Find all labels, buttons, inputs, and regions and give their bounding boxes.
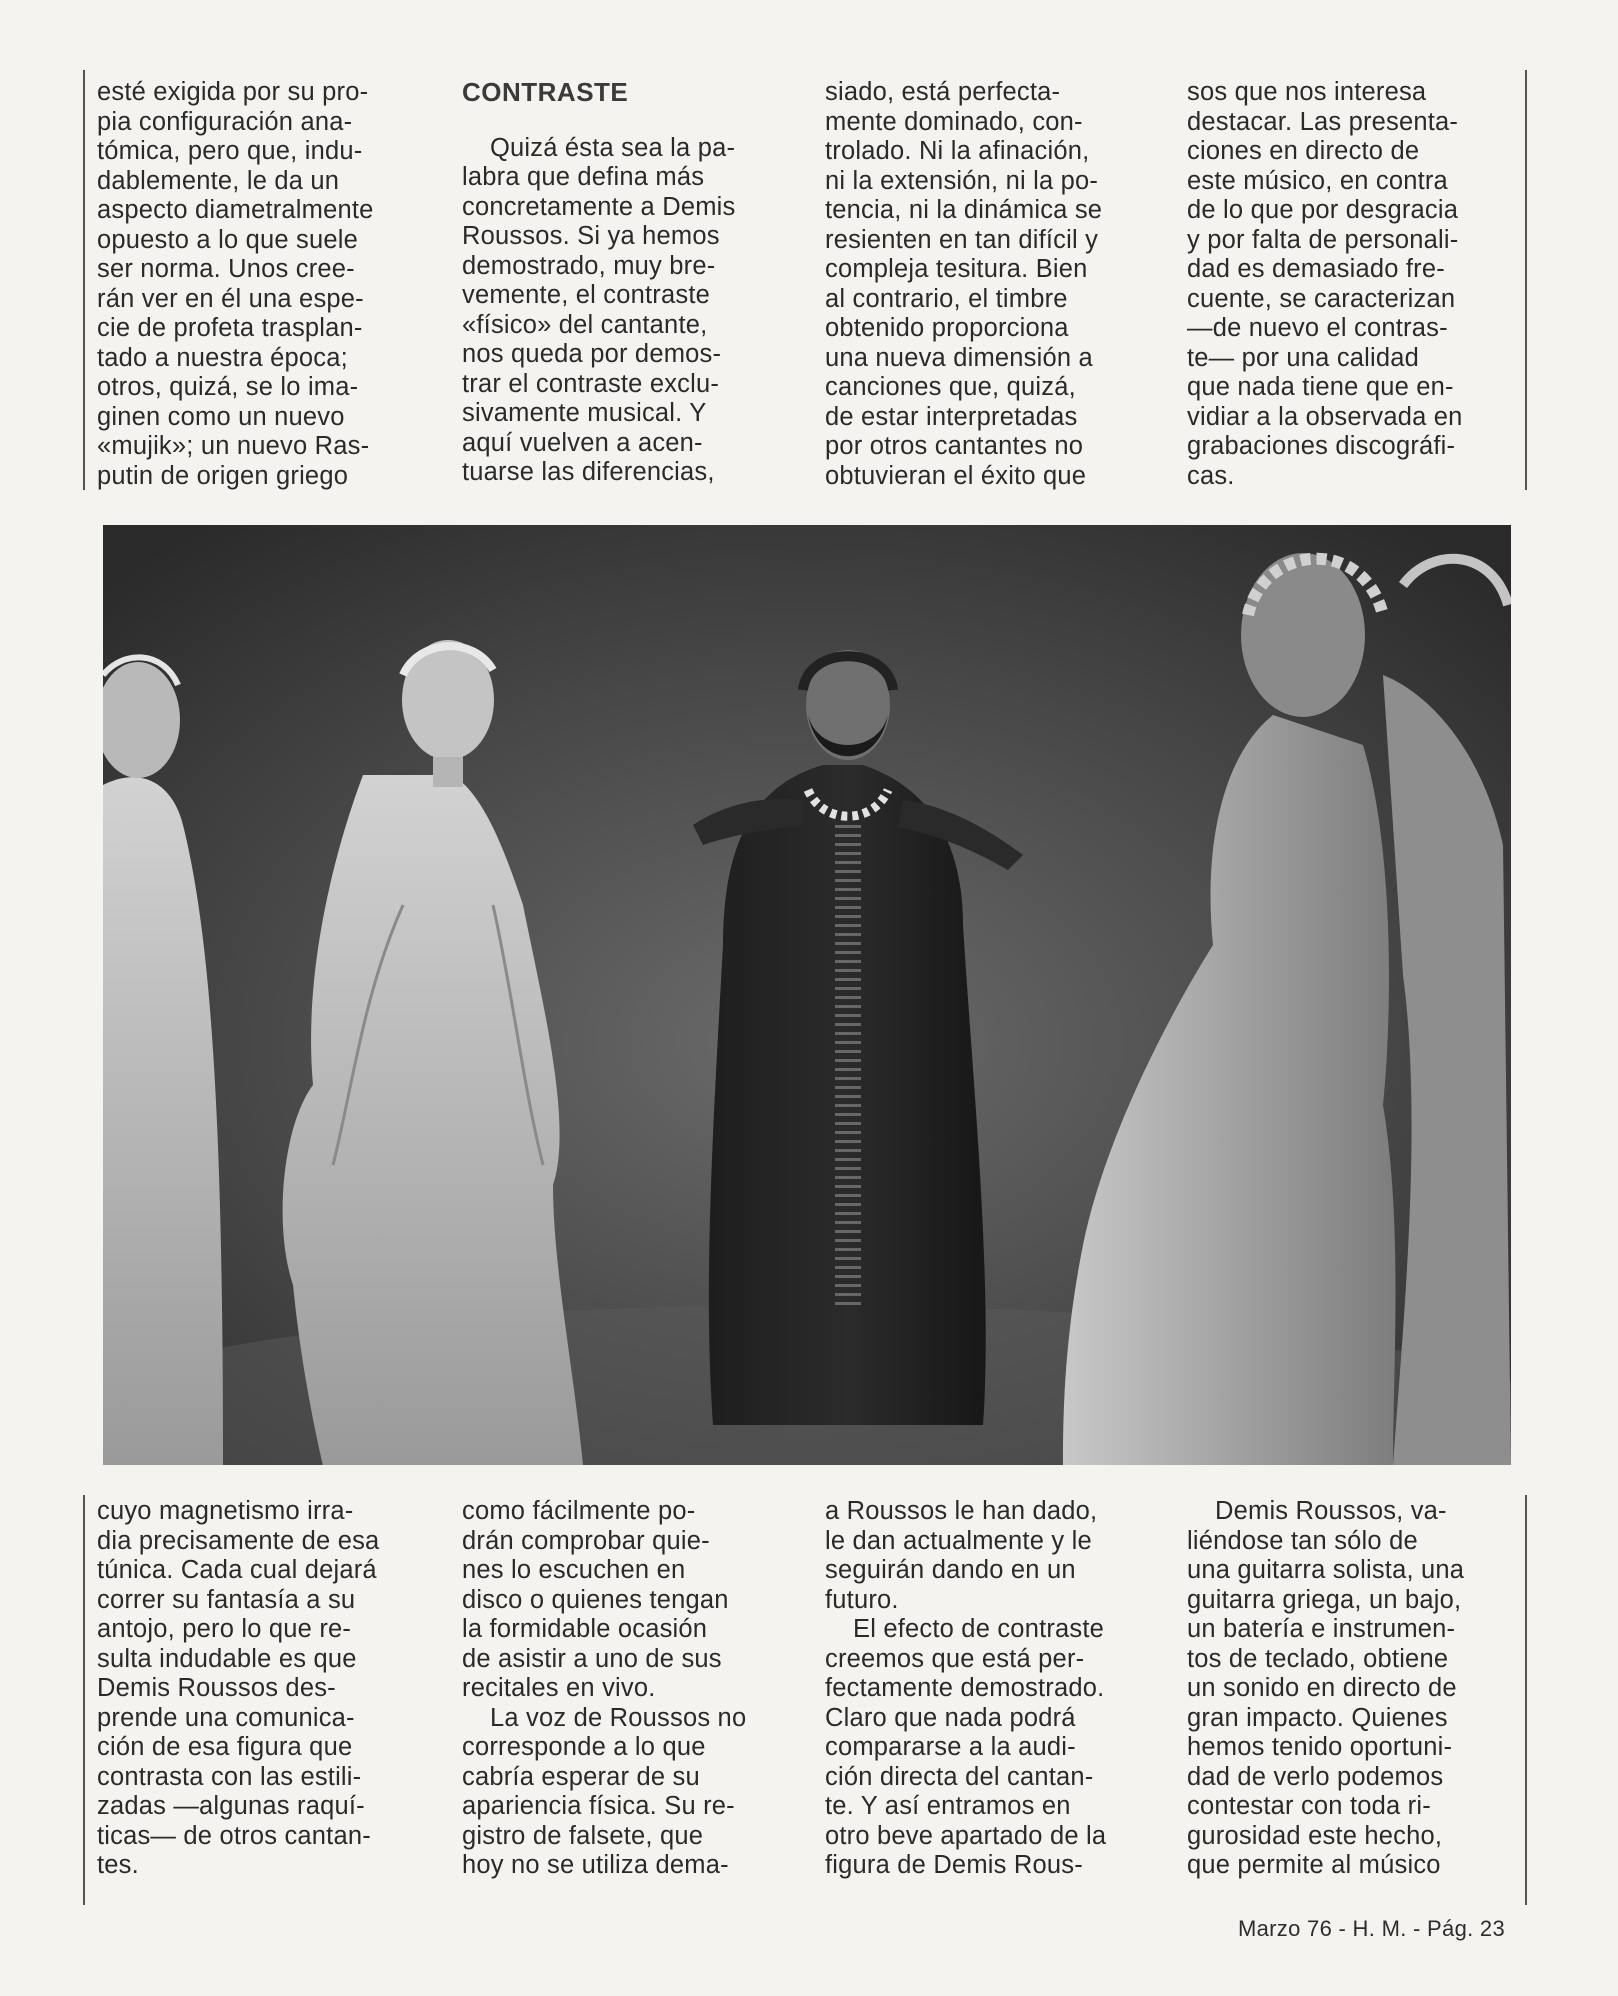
text-line: cas. bbox=[1187, 461, 1235, 490]
text-line: La voz de Roussos no bbox=[490, 1703, 747, 1732]
bottom-column-4 bbox=[1187, 1497, 1509, 1881]
text-line: Quizá ésta sea la pa- bbox=[490, 133, 736, 162]
text-line: ción de esa figura que bbox=[97, 1733, 353, 1761]
text-line: Roussos. Si ya hemos bbox=[462, 222, 720, 250]
top-column-2 bbox=[462, 78, 780, 488]
text-line: ginen como un nuevo bbox=[97, 402, 345, 431]
text-line: tuarse las diferencias, bbox=[462, 458, 715, 486]
text-line: tómica, pero que, indu- bbox=[97, 137, 363, 165]
text-line: opuesto a lo que suele bbox=[97, 225, 359, 254]
text-line: apariencia física. Su re- bbox=[462, 1792, 735, 1820]
text-line: gistro de falsete, que bbox=[462, 1821, 704, 1850]
text-line: cuyo magnetismo irra- bbox=[97, 1497, 354, 1525]
text-line: siado, está perfecta- bbox=[825, 78, 1061, 106]
text-line: le dan actualmente y le bbox=[825, 1526, 1092, 1555]
text-line: gran impacto. Quienes bbox=[1187, 1703, 1448, 1732]
text-line: rán ver en él una espe- bbox=[97, 284, 364, 313]
right-rule-top bbox=[1525, 70, 1527, 490]
text-line: ni la extensión, ni la po- bbox=[825, 166, 1099, 195]
text-line: un batería e instrumen- bbox=[1187, 1615, 1456, 1643]
text-line: Demis Roussos des- bbox=[97, 1674, 336, 1702]
text-line: de estar interpretadas bbox=[825, 402, 1078, 431]
text-line: antojo, pero lo que re- bbox=[97, 1615, 352, 1643]
text-line: labra que defina más bbox=[462, 163, 705, 191]
text-line: cuente, se caracterizan bbox=[1187, 284, 1456, 313]
text-line: ciones en directo de bbox=[1187, 137, 1420, 165]
text-line: zadas —algunas raquí- bbox=[97, 1792, 365, 1820]
text-line: pia configuración ana- bbox=[97, 107, 353, 136]
text-line: «mujik»; un nuevo Ras- bbox=[97, 432, 370, 460]
text-line: sos que nos interesa bbox=[1187, 78, 1427, 106]
text-line: hoy no se utiliza dema- bbox=[462, 1851, 729, 1879]
text-line: —de nuevo el contras- bbox=[1187, 314, 1448, 342]
left-rule-top bbox=[83, 70, 85, 490]
text-line: que permite al músico bbox=[1187, 1851, 1441, 1879]
text-line: hemos tenido oportuni- bbox=[1187, 1733, 1453, 1761]
text-line: nes lo escuchen en bbox=[462, 1556, 686, 1584]
text-line: trar el contraste exclu- bbox=[462, 369, 720, 398]
section-heading-contraste: CONTRASTE bbox=[462, 77, 629, 107]
text-line: drán comprobar quie- bbox=[462, 1526, 710, 1555]
text-line: una nueva dimensión a bbox=[825, 343, 1093, 372]
text-line: sivamente musical. Y bbox=[462, 399, 707, 427]
text-line: de asistir a uno de sus bbox=[462, 1644, 722, 1673]
text-line: «físico» del cantante, bbox=[462, 310, 708, 339]
text-line: compleja tesitura. Bien bbox=[825, 255, 1088, 283]
left-rule-bottom bbox=[83, 1495, 85, 1905]
text-line: contestar con toda ri- bbox=[1187, 1792, 1431, 1820]
text-line: obtenido proporciona bbox=[825, 314, 1069, 342]
text-line: putin de origen griego bbox=[97, 461, 349, 490]
text-line: un sonido en directo de bbox=[1187, 1674, 1457, 1702]
text-line: Claro que nada podrá bbox=[825, 1703, 1076, 1732]
text-line: recitales en vivo. bbox=[462, 1674, 656, 1702]
page-footer: Marzo 76 - H. M. - Pág. 23 bbox=[1238, 1916, 1505, 1941]
text-line: guitarra griega, un bajo, bbox=[1187, 1585, 1462, 1614]
bottom-column-2 bbox=[462, 1497, 782, 1881]
text-line: cie de profeta trasplan- bbox=[97, 314, 363, 342]
top-column-4 bbox=[1187, 78, 1509, 491]
text-line: futuro. bbox=[825, 1585, 899, 1614]
text-line: nos queda por demos- bbox=[462, 340, 722, 368]
text-line: te. Y así entramos en bbox=[825, 1792, 1071, 1820]
text-line: compararse a la audi- bbox=[825, 1733, 1076, 1761]
text-line: tos de teclado, obtiene bbox=[1187, 1644, 1449, 1673]
text-line: una guitarra solista, una bbox=[1187, 1556, 1465, 1584]
text-line: tes. bbox=[97, 1851, 139, 1879]
text-line: esté exigida por su pro- bbox=[97, 78, 369, 106]
text-line: aquí vuelven a acen- bbox=[462, 428, 703, 457]
text-line: Demis Roussos, va- bbox=[1215, 1497, 1447, 1525]
text-line: tencia, ni la dinámica se bbox=[825, 196, 1103, 224]
text-line: correr su fantasía a su bbox=[97, 1585, 356, 1614]
text-line: fectamente demostrado. bbox=[825, 1674, 1105, 1702]
text-line: disco o quienes tengan bbox=[462, 1585, 729, 1614]
text-line: tado a nuestra época; bbox=[97, 343, 348, 372]
text-line: cabría esperar de su bbox=[462, 1762, 700, 1791]
text-line: que nada tiene que en- bbox=[1187, 373, 1454, 401]
text-line: demostrado, muy bre- bbox=[462, 251, 716, 280]
text-line: y por falta de personali- bbox=[1187, 225, 1459, 254]
text-line: liéndose tan sólo de bbox=[1187, 1526, 1418, 1555]
text-line: dia precisamente de esa bbox=[97, 1526, 380, 1555]
text-line: otros, quizá, se lo ima- bbox=[97, 373, 359, 401]
text-line: la formidable ocasión bbox=[462, 1615, 708, 1643]
text-line: vemente, el contraste bbox=[462, 281, 710, 309]
text-line: ción directa del cantan- bbox=[825, 1762, 1094, 1791]
text-line: te— por una calidad bbox=[1187, 343, 1420, 372]
bottom-column-1 bbox=[97, 1497, 419, 1881]
text-line: dablemente, le da un bbox=[97, 166, 340, 195]
text-line: de lo que por desgracia bbox=[1187, 196, 1459, 224]
bottom-column-3 bbox=[825, 1497, 1147, 1881]
text-line: contrasta con las estili- bbox=[97, 1762, 362, 1791]
text-line: canciones que, quizá, bbox=[825, 373, 1076, 401]
stage-photograph bbox=[103, 525, 1511, 1465]
text-line: mente dominado, con- bbox=[825, 107, 1083, 136]
stage-photograph-image bbox=[103, 525, 1511, 1465]
text-line: ticas— de otros cantan- bbox=[97, 1821, 371, 1850]
text-line: corresponde a lo que bbox=[462, 1733, 706, 1761]
text-line: aspecto diametralmente bbox=[97, 196, 374, 224]
text-line: seguirán dando en un bbox=[825, 1556, 1076, 1584]
text-line: gurosidad este hecho, bbox=[1187, 1821, 1443, 1850]
text-line: vidiar a la observada en bbox=[1187, 402, 1463, 431]
text-line: dad de verlo podemos bbox=[1187, 1762, 1444, 1791]
top-column-3 bbox=[825, 78, 1145, 491]
text-line: obtuvieran el éxito que bbox=[825, 461, 1087, 490]
text-line: grabaciones discográfi- bbox=[1187, 432, 1456, 460]
text-line: túnica. Cada cual dejará bbox=[97, 1556, 377, 1584]
text-line: prende una comunica- bbox=[97, 1703, 355, 1732]
text-line: trolado. Ni la afinación, bbox=[825, 137, 1090, 165]
text-line: concretamente a Demis bbox=[462, 192, 736, 221]
text-line: al contrario, el timbre bbox=[825, 284, 1068, 313]
text-line: sulta indudable es que bbox=[97, 1644, 357, 1673]
text-line: destacar. Las presenta- bbox=[1187, 107, 1459, 136]
text-line: como fácilmente po- bbox=[462, 1497, 696, 1525]
text-line: dad es demasiado fre- bbox=[1187, 255, 1445, 283]
text-line: ser norma. Unos cree- bbox=[97, 255, 355, 283]
text-line: otro beve apartado de la bbox=[825, 1821, 1107, 1850]
text-line: creemos que está per- bbox=[825, 1644, 1085, 1673]
right-rule-bottom bbox=[1525, 1495, 1527, 1905]
text-line: a Roussos le han dado, bbox=[825, 1497, 1098, 1525]
text-line: este músico, en contra bbox=[1187, 166, 1448, 195]
text-line: figura de Demis Rous- bbox=[825, 1851, 1083, 1879]
text-line: por otros cantantes no bbox=[825, 432, 1084, 460]
top-column-1 bbox=[97, 78, 419, 491]
text-line: El efecto de contraste bbox=[853, 1615, 1105, 1643]
text-line: resienten en tan difícil y bbox=[825, 225, 1099, 254]
